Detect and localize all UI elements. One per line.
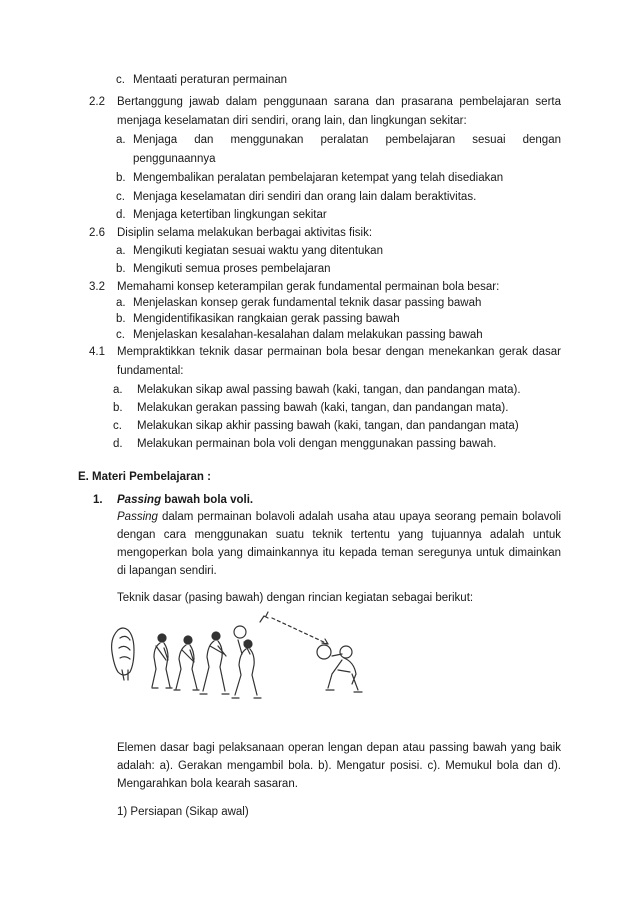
list-item-text: Melakukan permainan bola voli dengan menggunakan passing bawah. bbox=[137, 438, 497, 450]
paragraph-line: mengoperkan bola yang dimainkannya itu kepada teman seregunya untuk dimainkan bbox=[117, 547, 561, 559]
list-item-text: Menjaga ketertiban lingkungan sekitar bbox=[133, 209, 327, 221]
paragraph-line: dengan cara menggunakan suatu teknik tertentu yang tujuannya adalah untuk bbox=[117, 529, 561, 541]
list-item-text: Menjaga dan menggunakan peralatan pembelajaran sesuai dengan bbox=[133, 134, 561, 146]
paragraph-line: di lapangan sendiri. bbox=[117, 565, 217, 577]
competency-number: 2.6 bbox=[89, 227, 105, 239]
paragraph-text: dalam permainan bolavoli adalah usaha atau upaya seorang pemain bolavoli bbox=[157, 511, 561, 523]
player-figure-3 bbox=[200, 632, 229, 694]
list-letter: d. bbox=[113, 438, 123, 450]
step-heading: 1) Persiapan (Sikap awal) bbox=[117, 806, 249, 818]
list-letter: b. bbox=[113, 402, 123, 414]
list-item-text: Mentaati peraturan permainan bbox=[133, 74, 288, 86]
subsection-title-italic: Passing bbox=[117, 494, 162, 506]
list-letter: a. bbox=[116, 297, 126, 309]
paragraph-line: Elemen dasar bagi pelaksanaan operan lengan depan atau passing bawah yang baik bbox=[117, 742, 561, 754]
list-letter: a. bbox=[116, 245, 126, 257]
list-item-text: Mengikuti kegiatan sesuai waktu yang ditentukan bbox=[133, 245, 383, 257]
list-letter: b. bbox=[116, 172, 126, 184]
list-letter: b. bbox=[116, 313, 126, 325]
competency-text: Bertanggung jawab dalam penggunaan sarana dan prasarana pembelajaran serta bbox=[117, 96, 561, 108]
paragraph-line: Mengarahkan bola kearah sasaran. bbox=[117, 778, 298, 790]
player-figure-1 bbox=[152, 634, 172, 688]
list-letter: a. bbox=[116, 134, 126, 146]
paragraph-italic-word: Passing bbox=[117, 511, 158, 523]
subsection-number: 1. bbox=[93, 494, 103, 506]
list-item-text: Mengembalikan peralatan pembelajaran ketempat yang telah disediakan bbox=[133, 172, 504, 184]
passing-bawah-illustration bbox=[100, 610, 380, 715]
list-item-text: Mengidentifikasikan rangkaian gerak passing bawah bbox=[133, 313, 400, 325]
ball-trajectory bbox=[260, 612, 328, 644]
list-item-text: Menjaga keselamatan diri sendiri dan orang lain dalam beraktivitas. bbox=[133, 191, 477, 203]
competency-number: 2.2 bbox=[89, 96, 105, 108]
competency-number: 3.2 bbox=[89, 281, 105, 293]
competency-text: Disiplin selama melakukan berbagai aktivitas fisik: bbox=[117, 227, 373, 239]
section-heading: E. Materi Pembelajaran : bbox=[78, 471, 211, 483]
competency-text: Memahami konsep keterampilan gerak fundamental permainan bola besar: bbox=[117, 281, 500, 293]
list-letter: b. bbox=[116, 263, 126, 275]
list-item-text: Mengikuti semua proses pembelajaran bbox=[133, 263, 331, 275]
paragraph-line: adalah: a). Gerakan mengambil bola. b). Mengatur posisi. c). Memukul bola dan d). bbox=[117, 760, 561, 772]
list-letter: c. bbox=[116, 329, 125, 341]
list-item-text: Melakukan sikap akhir passing bawah (kaki, tangan, dan pandangan mata) bbox=[137, 420, 519, 432]
list-item-text: Menjelaskan konsep gerak fundamental teknik dasar passing bawah bbox=[133, 297, 482, 309]
list-letter: c. bbox=[116, 191, 125, 203]
list-letter: c. bbox=[116, 74, 125, 86]
list-item-text: Melakukan sikap awal passing bawah (kaki, tangan, dan pandangan mata). bbox=[137, 384, 521, 396]
list-item-text: Menjelaskan kesalahan-kesalahan dalam melakukan passing bawah bbox=[133, 329, 483, 341]
list-letter: d. bbox=[116, 209, 126, 221]
list-item-text: Melakukan gerakan passing bawah (kaki, tangan, dan pandangan mata). bbox=[137, 402, 509, 414]
hands-closeup bbox=[112, 628, 134, 680]
competency-number: 4.1 bbox=[89, 346, 105, 358]
list-item-text-cont: penggunaannya bbox=[133, 153, 216, 165]
subsection-title bbox=[117, 493, 253, 507]
receiving-player bbox=[317, 645, 362, 692]
competency-text: Mempraktikkan teknik dasar permainan bola besar dengan menekankan gerak dasar bbox=[117, 346, 561, 358]
list-letter: a. bbox=[113, 384, 123, 396]
player-figure-2 bbox=[174, 636, 199, 690]
paragraph-line bbox=[117, 510, 561, 524]
subsection-title-rest: bawah bola voli. bbox=[161, 494, 254, 506]
competency-text-cont: fundamental: bbox=[117, 365, 184, 377]
list-letter: c. bbox=[113, 420, 122, 432]
competency-text-cont: menjaga keselamatan diri sendiri, orang lain, dan lingkungan sekitar: bbox=[117, 115, 467, 127]
player-figure-4 bbox=[232, 626, 261, 698]
paragraph-line: Teknik dasar (pasing bawah) dengan rincian kegiatan sebagai berikut: bbox=[117, 592, 474, 604]
